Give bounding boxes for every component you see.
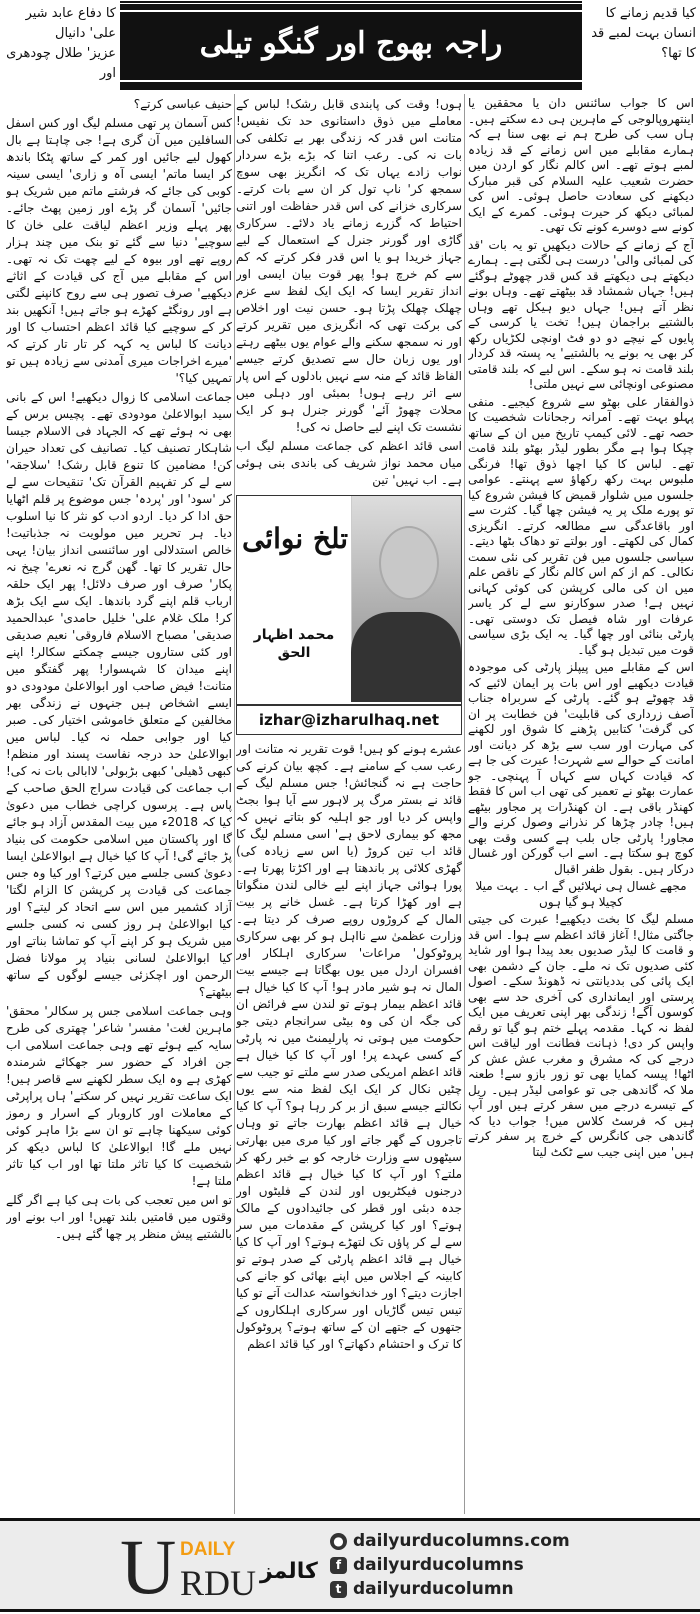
twitter-link[interactable]: [330, 1577, 570, 1601]
twitter-icon: t: [330, 1581, 347, 1598]
teaser-line: کا دفاع عابد شیر علی' دانیال: [25, 6, 116, 41]
paragraph: آج کے زمانے کے حالات دیکھیں تو یہ بات 'قد کی لمبائی والی' درست ہی لگتی ہے۔ ہمارے دیکھتے ہی دیکھتے قد کس قدر چھوٹے ہوگئے ہیں! جہاں شمشاد قد بیٹھتے تھے۔ وہاں بونے نظر آتے ہیں! جہاں دیو ہیکل تھے وہاں بالشتیے براجمان ہیں! تخت یا کرسی کے پایوں کے نیچے دو دو فٹ اونچی لکڑیاں رکھ کر بھی یہ بونے یہ بالشتیے' یہ پستہ قد کردار بلند قامت نہ ہو سکے۔ اس لیے کہ بلند قامتی مصنوعی اونچائی سے نہیں ملتی!: [468, 237, 694, 391]
teaser-line: عزیز' طلال چودھری اور: [6, 46, 116, 81]
column-divider: [464, 94, 465, 1514]
link-text: dailyurducolumns: [353, 1555, 524, 1575]
paragraph: اس کا جواب سائنس دان یا محققین یا اینتھروپالوجی کے ماہرین ہی دے سکتے ہیں۔ ہاں سب کی طرح ہم نے بھی سنا ہے کہ ہمارے مقابلے میں اس زمانے کے قد زیادہ لمبے ہوتے تھے۔ اس کالم نگار کو اردن میں حضرت شعیب علیہ السلام کی قبر مبارک دیکھنے کی سعادت حاصل ہوئی۔ اس کی لمبائی دیکھ کر حیرت ہوئی۔ کمرے کے ایک کونے سے دوسرے کونے تک تھی۔: [468, 96, 694, 234]
paragraph: تو اس میں تعجب کی بات ہی کیا ہے اگر گلے وقتوں میں قامتیں بلند تھیں! اور اب بونے اور بالشتیے پیش منظر پر چھا گئے ہیں۔: [6, 1193, 232, 1241]
teaser-right: [584, 4, 696, 64]
website-link[interactable]: [330, 1529, 570, 1553]
author-photo: [351, 496, 461, 702]
paragraph: مسلم لیگ کا بخت دیکھیے! عبرت کی جیتی جاگتی مثال! آغاز قائد اعظم سے ہوا۔ اس قد و قامت کا لیڈر صدیوں بعد پیدا ہوا اور شاید کئی صدیوں تک نہ ملے۔ جان کے دشمن بھی ایک پائی کی بددیانتی نہ ڈھونڈ سکے۔ اصول پرستی اور ایمانداری کی آخری حد سے بھی کوسوں آگے! زندگی بھر اپنی تعریف میں ایک لفظ نہ کہا۔ مقدمہ پہلے ختم ہو گیا تو رقم واپس کر دی! ذہانت فطانت اور لیاقت اس درجے کی کہ مشرق و مغرب عش عش کر اٹھا! پیسہ کمایا بھی تو زور بازو سے! طعنہ ملا کہ گاندھی جی تو عوامی لیڈر ہیں۔ ریل کے تیسرے درجے میں سفر کرتے ہیں اور آپ ہیں کہ فرسٹ کلاس میں! جواب دیا کہ گاندھی جی کانگرس کے خرچ پر سفر کرتے ہیں' میں اپنی جیب سے ٹکٹ لیتا: [468, 912, 694, 1159]
column-middle: [236, 96, 462, 1514]
paragraph: ذوالفقار علی بھٹو سے شروع کیجیے۔ منفی پہلو بہت تھے۔ آمرانہ رجحانات شخصیت کا حصہ تھے۔ لائی کیمپ تاریخ میں ان کے ساتھ چپکا ہوا ہے مگر بطور لیڈر بھٹو بلند قامت تھے۔ لباس کا کیا اچھا ذوق تھا! فرنگی ملبوس بہت رکھ رکھاؤ سے پہنتے۔ عوامی جلسوں میں شلوار قمیض کا فیشن شروع کیا تو پورے ملک پر یہ فیشن چھا گیا۔ کثرت سے اور باقاعدگی سے مطالعہ کرتے۔ انگریزی کمال کی لکھتے۔ اور بولتے تو دھاک بٹھا دیتے۔ سیاسی جلسوں میں فن تقریر کی نئی سمت نکالی۔ کم از کم اس کالم نگار کے ناقص علم میں ان کی مالی کرپشن کی کوئی کہانی نہیں ہے! صدر سوکارنو سے لے کر یاسر عرفات اور شاہ فیصل تک دوستی تھی۔ پارٹی بنائی اور چھا گیا۔ یہ ایک بڑی سیاسی قوت میں تبدیل ہو گیا۔: [468, 394, 694, 657]
footer: [0, 1518, 700, 1612]
page-title: راجہ بھوج اور گنگو تیلی: [199, 26, 503, 61]
logo-urdu-script: کالمز: [260, 1559, 318, 1584]
paragraph: اس کے مقابلے میں پیپلز پارٹی کی موجودہ قیادت دیکھیے اور اس بات پر ایمان لائیے کہ قد چھوٹے ہو گئے۔ پارٹی کے سربراہ جناب آصف زرداری کی قابلیت' فن خطابت پر ان کی گرفت' کتابیں پڑھنے کا شوق اور لکھنے کی مہارت اور سب سے بڑھ کر دیانت اور امانت کے حوالے سے شہرت! عبرت کی جا ہے کہ قیادت کہاں سے کہاں آ پہنچی۔ جو عمارت بھٹو نے تعمیر کی تھی اب اس کا فقط کھنڈر باقی ہے۔ ان کھنڈرات پر مجاور بیٹھے ہیں! چادر چڑھا کر نذرانے وصول کرنے والے مجاور! پارٹی جاں بلب ہے کسی وقت بھی کوچ ہو سکتا ہے۔ اسے اب گورکن اور غسال درکار ہیں۔ بقول ظفر اقبال: [468, 660, 694, 876]
author-byline-image: [236, 495, 462, 735]
paragraph: حنیف عباسی کرتے؟: [133, 97, 232, 111]
globe-icon: ●: [330, 1533, 347, 1550]
author-name: محمد اظہار الحق: [253, 627, 335, 661]
column-divider: [234, 94, 235, 1514]
teaser-line: کیا قدیم زمانے کا: [605, 6, 696, 21]
teaser-left: [4, 4, 116, 84]
paragraph: وہی جماعت اسلامی جس پر سکالر' محقق' ماہرین لغت' مفسر' شاعر' چھتری کی طرح سایہ کیے ہوئے تھے وہی جماعت اسلامی اب جن افراد کے حضور سر جھکائے شرمندہ کھڑی ہے وہ ایک سطر لکھنے سے قاصر ہیں! ایک ساعت تقریر نہیں کر سکتے' ہاں پراپرٹی کے معاملات اور کاروبار کے اسرار و رموز کوئی سیکھنا چاہے تو ان سے بڑا ماہر کوئی نہیں ملے گا! ابوالاعلیٰ کا لباس دیکھ کر شخصیت کا کیا تاثر ملتا تھا اور اب کیا تاثر ملتا ہے!: [6, 1004, 232, 1188]
verse: مجھے غسال ہی نہلائیں گے اب ۔ بہت میلا کچیلا ہو گیا ہوں: [475, 879, 687, 909]
facebook-icon: f: [330, 1557, 347, 1574]
column-right: [468, 96, 694, 1514]
column-left: [6, 96, 232, 1514]
teaser-line: انسان بہت لمبے قد کا تھا؟: [591, 26, 696, 61]
social-links: [330, 1529, 570, 1601]
paragraph: ہوں! وقت کی پابندی قابل رشک! لباس کے معاملے میں ذوق داستانوی حد تک نفیس! متانت اس قدر کہ زندگی بھر بے تکلفی کی بات نہ کی۔ رعب اتنا کہ بڑے بڑے سردار نواب زادے یہاں تک کہ انگریز بھی سوچ سمجھ کر' ناپ تول کر ان سے بات کرتے۔ سرکاری خزانے کی اس قدر حفاظت اور اتنی احتیاط کہ گزرے زمانے یاد دلائے۔ سرکاری گاڑی اور گورنر جنرل کے استعمال کے لیے جہاز خریدا ہو یا اس قدر فکر کرتے کہ کم سے کم خرچ ہو! پھر قوت بیان ایسی اور انداز تقریر ایسا کہ ایک ایک لفظ سے عزم چھلک چھلک پڑتا ہو۔ حسن نیت اور اخلاص کی برکت تھی کہ انگریزی میں تقریر کرتے اور نہ سمجھ سکنے والے عوام یوں بیٹھے رہتے اور یوں زبان حال سے تصدیق کرتے جیسے الفاظ قائد کے منہ سے نہیں بادلوں کے اس پار سے اتر رہے ہوں! بمبئی اور دہلی میں محلات چھوڑ آئے' گورنر جنرل ہو کر ایک نشست تک اپنے لیے حاصل نہ کی!: [236, 97, 462, 434]
paragraph: کس آسمان پر تھی مسلم لیگ اور کس اسفل السافلین میں آن گری ہے! جی چاہتا ہے بال کھول لیے جائیں اور کمر کے ساتھ پٹکا باندھ کر ایسا ماتم' ایسی آہ و زاری' ایسی سینہ کوبی کی جائے کہ فرشتے ماتم میں شریک ہو جائیں' آسمان گر پڑے اور زمین پھٹ جائے۔ پھر پہلے وزیر اعظم لیاقت علی خان کا سوچیے' دنیا سے گئے تو بنک میں چند ہزار روپے تھے اور بیوہ کے لیے چھت تک نہ تھی۔ اس کے مقابلے میں آج کی قیادت کے اثاثے دیکھیے' صرف تصور ہی سے روح کانپنے لگتی ہے اور رونگٹے کھڑے ہو جاتے ہیں! آنکھیں بند کر کے سوچیے کیا قائد اعظم احتساب کا اور دیانت کا لباس یہ کہہ کر تار تار کرتے کہ 'میرے اخراجات میری آمدنی سے زیادہ ہیں تو تمہیں کیا؟': [6, 116, 232, 385]
facebook-link[interactable]: [330, 1553, 570, 1577]
column-name: تلخ نوائی: [241, 522, 349, 555]
title-banner: [120, 0, 582, 90]
paragraph: اسی قائد اعظم کی جماعت مسلم لیگ اب میاں محمد نواز شریف کی باندی بنی ہوئی ہے۔ اب نہیں' تین: [236, 439, 462, 487]
link-text: dailyurducolumns.com: [353, 1531, 570, 1551]
link-text: dailyurducolumn: [353, 1579, 514, 1599]
daily-urdu-columns-logo: U DAILY RDU کالمز: [120, 1523, 318, 1610]
logo-daily: DAILY: [180, 1539, 236, 1560]
paragraph: جماعت اسلامی کا زوال دیکھیے! اس کے بانی سید ابوالاعلیٰ مودودی تھے۔ پچیس برس کے بھی نہ ہوئے تھے کہ الجہاد فی الاسلام جیسا شاہکار تصنیف کیا۔ تصانیف کی تعداد حیران کن! مضامین کا تنوع قابل رشک! 'سلاجقہ' سے لے کر تفہیم القرآن تک' تنقیحات سے لے کر 'سود' اور 'پردہ' جس موضوع پر قلم اٹھایا حق ادا کر دیا۔ اردو ادب کو نثر کا نیا اسلوب دیا۔ ہر تحریر میں مولویت نہ جذباتیت! خالص استدلالی اور سائنسی انداز بیان! یہی حال تقریر کا تھا۔ گھن گرج نہ نعرے' چیخ نہ پکار' صرف اور صرف دلائل! پھر ایک حلقہ ارباب قلم اپنے گرد باندھا۔ ایک سے ایک بڑھ کر! ملک غلام علی' خلیل حامدی' عبدالحمید صدیقی' مصباح الاسلام فاروقی' نعیم صدیقی اور کئی ستاروں جیسے چمکتے سکالر! اپنے اپنے میدان کا شہسوار! پھر گفتگو میں متانت! فیض صاحب اور ابوالاعلیٰ مودودی دو ایسے اشخاص ہیں جنہوں نے زندگی بھر مخالفین کے متعلق خاموشی اختیار کی۔ صبر کیا اور جوابی حملہ نہ کیا۔ لباس میں ابوالاعلیٰ حد درجہ نفاست پسند اور منظم! کبھی ڈھیلی' کبھی بڑبولی' لاابالی بات نہ کی! اب جماعت کی قیادت سراج الحق صاحب کے پاس ہے۔ پرسوں کراچی خطاب میں دعویٰ کیا کہ 2018ء میں بیت المقدس آزاد ہو جائے گا اور پاکستان میں اسلامی حکومت کی بنیاد پڑ جائے گی! آپ کا کیا خیال ہے ابوالاعلیٰ ایسا دعویٰ کسی جلسے میں کرتے؟ اور کیا وہ جس جماعت کی قیادت پر کرپشن کا الزام لگتا' آزاد کشمیر میں اس سے اتحاد کر لیتے؟ اور کیا ابوالاعلیٰ ہر روز کسی نہ کسی جلسے میں شریک ہو کر اپنے آپ کو تماشا بناتے اور کیا ابوالاعلیٰ لسانی بنیاد پر مولانا فضل الرحمن اور اچکزئی جیسے لوگوں کے ساتھ بیٹھتے؟: [6, 390, 232, 999]
paragraph: عشرے ہونے کو ہیں! قوت تقریر نہ متانت اور رعب سب کے سامنے ہے۔ کچھ بیان کرنے کی حاجت ہے نہ گنجائش! جس مسلم لیگ کے قائد نے بستر مرگ پر لاہور سے آیا ہوا بجٹ واپس کر دیا اور جو اہلیہ کو بتاتے نہیں کہ مجھ کو بیماری لاحق ہے' اسی مسلم لیگ کا قائد اب تین کروڑ (یا اس سے زیادہ کی) گھڑی کلائی پر باندھتا ہے اور اکڑتا پھرتا ہے۔ پورا ہوائی جہاز اپنے لیے خالی لندن منگواتا ہے اور کھڑا کرتا ہے۔ غسل خانے پر بیت المال کے کروڑوں روپے صرف کر دیتا ہے۔ وزارت عظمیٰ سے نااہل ہو کر بھی سرکاری پروٹوکول' مراعات' سرکاری اہلکار اور افسران اردل میں یوں بھگاتا ہے جیسے بیت المال نہ ہو شیر مادر ہو! آپ کا کیا خیال ہے قائد اعظم بیمار ہوتے تو لندن سے فرائض ان کی جگہ ان کی وہ بیٹی سرانجام دیتی جو حکومت میں ہوتی نہ پارلیمنٹ میں نہ پارٹی کے کسی عہدے پر! اور آپ کا کیا خیال ہے قائد اعظم امریکی صدر سے ملتے تو جیب سے چٹیں نکال کر ایک ایک لفظ منہ سے یوں نکالتے جیسے سبق از بر کر رہا ہو؟ آپ کا کیا خیال ہے قائد اعظم بھارت جاتے تو وہاں تاجروں کے گھر جاتے اور کیا مری میں بھارتی سیٹھوں سے وزارت خارجہ کو بے خبر رکھ کر ملتے؟ اور آپ کا کیا خیال ہے قائد اعظم درجنوں فیکٹریوں اور لندن کے فلیٹوں اور جدہ دبئی اور قطر کی جائیدادوں کے مالک ہوتے؟ اور کیا کرپشن کے مقدمات میں سر سے لے کر پاؤں تک لتھڑے ہوتے؟ اور آپ کا کیا خیال ہے قائد اعظم پارٹی کے صدر ہوتے تو کابینہ کے اجلاس میں اپنے بھائی کو جانے کی اجازت دیتے؟ اور خدانخواستہ عدالت آتے تو کیا تیس تیس گاڑیاں اور سرکاری اہلکاروں کے جتھوں کے جتھے ان کے ساتھ ہوتے؟ پروٹوکول کا ترک و احتشام دکھاتے؟ اور کیا قائد اعظم: [236, 742, 462, 1351]
author-email[interactable]: izhar@izharulhaq.net: [237, 704, 461, 734]
